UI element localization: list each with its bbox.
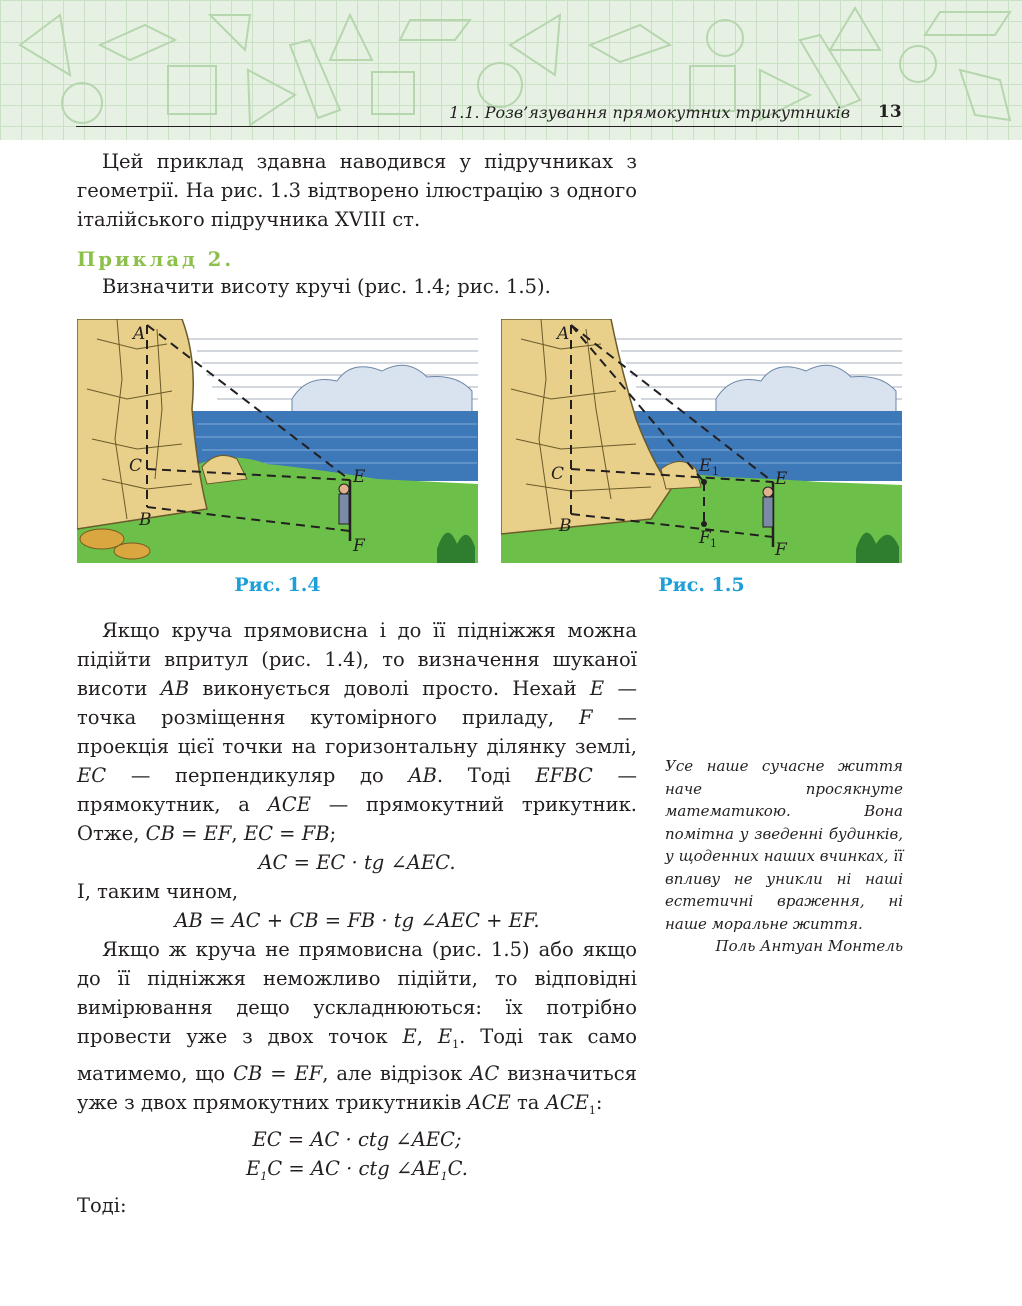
main-text-block <box>77 616 637 1220</box>
cliff-illustration-1 <box>77 319 478 563</box>
label-E: E <box>353 467 366 487</box>
label-F: F <box>775 540 787 560</box>
header-rule <box>76 126 902 127</box>
paragraph-vertical-cliff: Якщо круча прямовисна і до її підніжжя можна підійти впритул (рис. 1.4), то визначення шуканої висоти AB виконується доволі просто. Нехай E — точка розміщення кутомірного приладу, F — проекція цієї точки на горизонтальну ділянку землі, EC — перпендикуляр до AB. Тоді EFBC — прямокутник, а ACE — прямокутний трикутник. Отже, CB = EF, EC = FB; <box>77 619 637 845</box>
label-E: E <box>775 469 788 489</box>
formula-ec: EC = AC · ctg ∠AEC; <box>252 1127 462 1151</box>
formula-e1c: $E_1C$ = AC · ctg $\angle AE_1C$. <box>245 1156 469 1183</box>
label-F: F <box>353 536 365 556</box>
label-C: C <box>551 464 565 484</box>
side-quote <box>665 755 903 958</box>
figure-1-5 <box>501 319 902 563</box>
label-E1: E <box>699 456 712 476</box>
page-number: 13 <box>878 102 902 122</box>
label-A: A <box>557 324 570 344</box>
figure-caption-1-5: Рис. 1.5 <box>658 574 745 596</box>
label-B: B <box>559 516 572 536</box>
example-heading: Приклад 2. <box>77 248 235 271</box>
running-title: 1.1. Розв’язування прямокутних трикутників <box>449 103 850 122</box>
thus-text: І, таким чином, <box>77 880 239 903</box>
formula-ab: AB = AC + CB = FB · tg ∠AEC + EF. <box>174 909 540 932</box>
label-B: B <box>139 510 152 530</box>
formula-ac: AC = EC · tg ∠AEC. <box>258 851 456 874</box>
label-C: C <box>129 456 143 476</box>
intro-paragraph-block <box>77 147 637 234</box>
label-F1: F <box>699 528 711 548</box>
figure-1-4 <box>77 319 478 563</box>
figure-caption-1-4: Рис. 1.4 <box>234 574 321 596</box>
example-task: Визначити висоту кручі (рис. 1.4; рис. 1.5). <box>102 275 551 298</box>
label-E1-subscript: 1 <box>712 465 719 478</box>
quote-text: Усе наше сучасне життя наче просякнуте математикою. Вона помітна у зведенні будинків, у щоденних наших вчинках, її впливу не уникли ні наші естетичні враження, ні наше моральне життя. <box>665 757 903 933</box>
label-A: A <box>133 324 146 344</box>
then-text: Тоді: <box>77 1193 127 1217</box>
cliff-illustration-2 <box>501 319 902 563</box>
quote-author: Поль Антуан Монтель <box>715 937 903 955</box>
label-F1-subscript: 1 <box>710 537 717 550</box>
paragraph-non-vertical-cliff: Якщо ж круча не прямовисна (рис. 1.5) або якщо до її підніжжя неможливо підійти, то відповідні вимірювання дещо ускладнюються: їх потрібно провести уже з двох точок E, $E_1$. Тоді так само матимемо, що CB = EF, але відрізок AC визначиться уже з двох прямокутних трикутників ACE та $ACE_1$: <box>77 938 638 1117</box>
intro-paragraph: Цей приклад здавна наводився у підручниках з геометрії. На рис. 1.3 відтворено ілюстрацію з одного італійського підручника XVIII ст. <box>77 150 637 231</box>
